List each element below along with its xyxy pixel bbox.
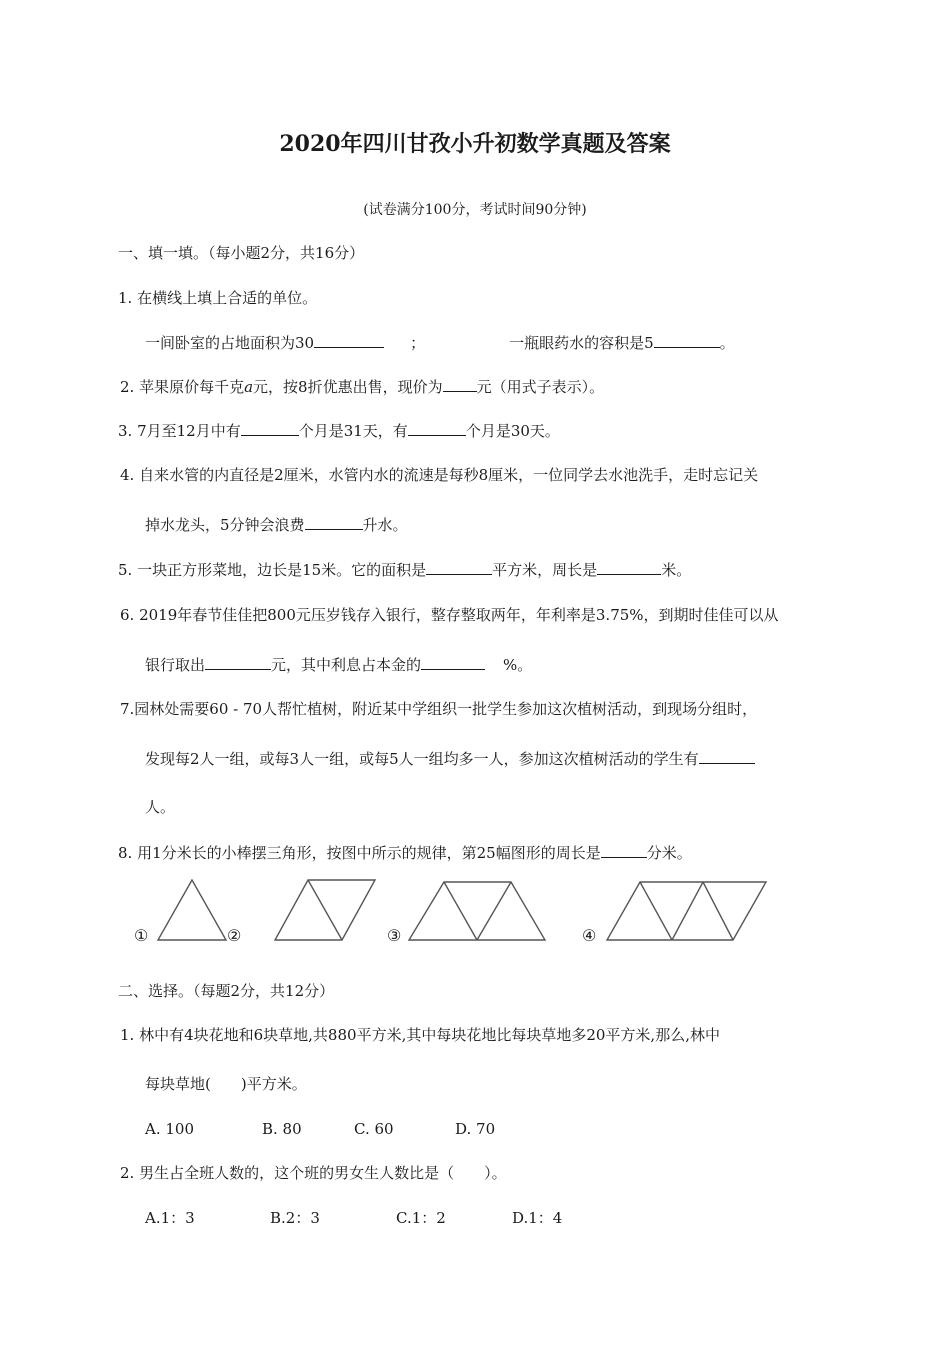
figure-label-2: ② [227,926,242,945]
figure-1-triangle [158,880,226,940]
q1-5-pre: 5. 一块正方形菜地，边长是15米。它的面积是 [118,561,427,579]
q2-1-option-a[interactable]: A. 100 [145,1120,194,1138]
q2-2-option-c[interactable]: C.1：2 [396,1209,446,1227]
figure-label-4: ④ [582,926,597,945]
figure-label-3: ③ [387,926,402,945]
q2-2-option-d[interactable]: D.1：4 [512,1209,563,1227]
exam-info: (试卷满分100分，考试时间90分钟) [363,202,587,218]
q1-6-pre: 银行取出 [145,656,206,674]
q1-1-part-a: 一间卧室的占地面积为30 [145,334,315,352]
figure-3-shape [409,882,545,940]
q1-7-line3: 人。 [145,798,176,816]
q1-4-line1: 4. 自来水管的内直径是2厘米，水管内水的流速是每秒8厘米，一位同学去水池洗手，走时忘记关 [120,466,759,484]
figure-3-edge [444,882,477,940]
q1-3-pre: 3. 7月至12月中有 [118,422,241,440]
q2-1-line1: 1. 林中有4块花地和6块草地,共880平方米,其中每块花地比每块草地多20平方米,那么,林中 [120,1026,720,1044]
figure-4-edge [672,882,703,940]
q1-4-post: 升水。 [362,516,408,534]
q1-5-post: 米。 [661,561,692,579]
q1-4-pre: 掉水龙头，5分钟会浪费 [145,516,305,534]
q1-1-part-b: 一瓶眼药水的容积是5 [509,334,654,352]
q1-1-end: 。 [719,334,735,352]
q1-1-text: 1. 在横线上填上合适的单位。 [118,289,318,307]
page-title: 2020年四川甘孜小升初数学真题及答案 [279,131,671,157]
figure-3-edge [477,882,511,940]
figure-2-diagonal [308,880,342,940]
q1-3-post: 个月是30天。 [465,422,560,440]
q2-2-line1: 2. 男生占全班人数的，这个班的男女生人数比是（ ）。 [120,1164,507,1182]
q1-8-pre: 8. 用1分米长的小棒摆三角形，按图中所示的规律，第25幅图形的周长是 [118,844,601,862]
q1-6-post: %。 [503,656,533,674]
q2-2-option-b[interactable]: B.2：3 [270,1209,320,1227]
q1-8-post: 分米。 [646,844,692,862]
figure-label-1: ① [134,926,149,945]
q1-7-line1: 7.园林处需要60 - 70人帮忙植树，附近某中学组织一批学生参加这次植树活动，到现场分组时， [120,700,758,718]
q2-2-option-a[interactable]: A.1：3 [145,1209,195,1227]
section-1-heading: 一、填一填。（每小题2分，共16分） [118,244,365,262]
q1-2-mid: 元，按8折优惠出售，现价为 [253,378,443,396]
section-2-heading: 二、选择。（每题2分，共12分） [118,982,335,1000]
q1-6-mid: 元，其中利息占本金的 [271,656,422,674]
q1-2-post: 元（用式子表示）。 [476,378,605,396]
q2-1-option-b[interactable]: B. 80 [262,1120,302,1138]
q1-6-line1: 6. 2019年春节佳佳把800元压岁钱存入银行，整存整取两年，年利率是3.75%，到期时佳佳可以从 [120,606,779,624]
q1-5-mid: 平方米，周长是 [492,561,598,579]
q1-7-text: 发现每2人一组，或每3人一组，或每5人一组均多一人，参加这次植树活动的学生有 [145,750,699,768]
q1-1-sep: ； [410,334,426,352]
q1-2-var: a [244,378,254,396]
figure-4-edge [640,882,672,940]
q2-1-option-d[interactable]: D. 70 [455,1120,496,1138]
q1-3-mid: 个月是31天，有 [298,422,408,440]
figure-4-shape [607,882,766,940]
q2-1-line2: 每块草地( )平方米。 [145,1075,307,1093]
q2-1-option-c[interactable]: C. 60 [354,1120,394,1138]
figure-4-edge [703,882,733,940]
q1-2-pre: 2. 苹果原价每千克 [120,378,245,396]
